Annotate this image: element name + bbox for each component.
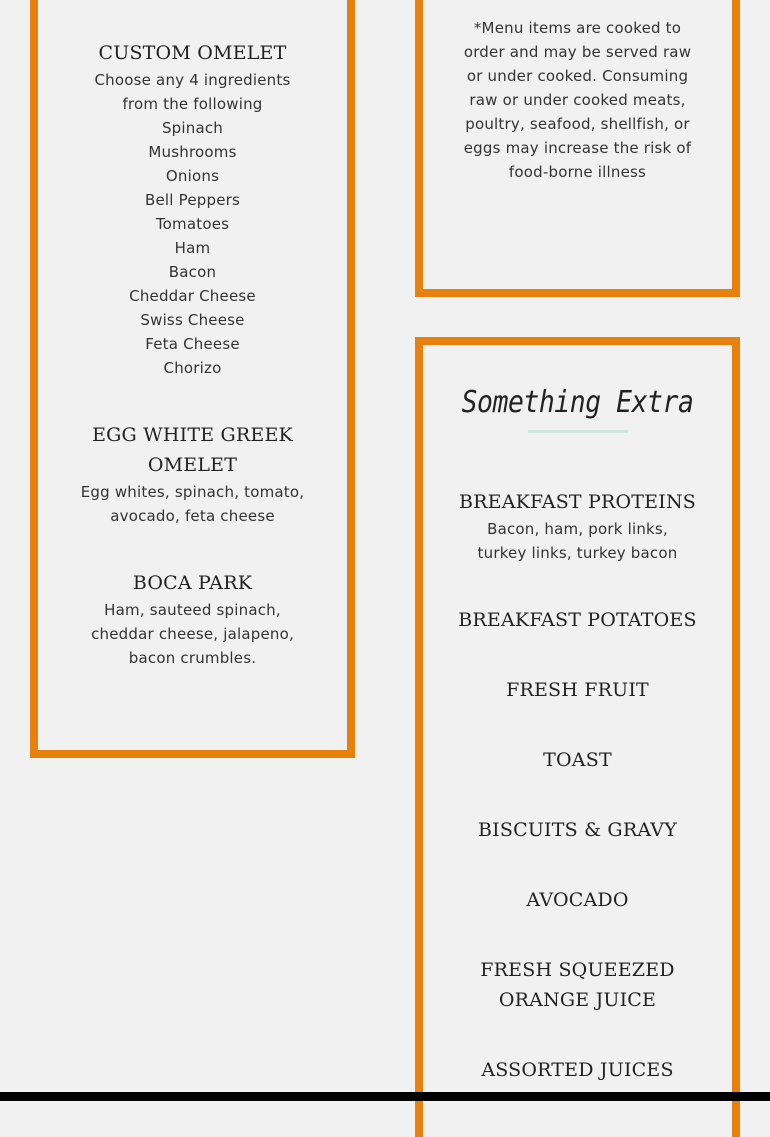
boca-park-desc: Ham, sauteed spinach, cheddar cheese, jalapeno, bacon crumbles.: [91, 601, 294, 667]
ingredient-item: Spinach: [161, 119, 224, 137]
ingredient-item: Tomatoes: [155, 215, 230, 233]
boca-park-title: BOCA PARK: [132, 572, 253, 594]
toast-title: TOAST: [543, 749, 612, 771]
orange-juice-title: FRESH SQUEEZED ORANGE JUICE: [480, 959, 675, 1011]
bottom-bar: [0, 1092, 770, 1101]
something-extra-panel: [415, 337, 740, 1137]
breakfast-proteins-desc: Bacon, ham, pork links, turkey links, turkey bacon: [477, 520, 678, 562]
extra-item: [423, 675, 732, 705]
extra-item: [423, 605, 732, 635]
ingredient-item: Bacon: [168, 263, 217, 281]
egg-white-omelet-desc: Egg whites, spinach, tomato, avocado, feta cheese: [80, 483, 305, 525]
something-extra-header: [423, 385, 732, 433]
breakfast-proteins-title: BREAKFAST PROTEINS: [459, 491, 696, 513]
ingredient-item: Cheddar Cheese: [129, 287, 256, 305]
ingredient-item: Chorizo: [163, 359, 222, 377]
egg-white-omelet-title: EGG WHITE GREEK OMELET: [92, 424, 293, 476]
boca-park-section: [38, 568, 347, 670]
heading-divider: [528, 430, 628, 433]
food-safety-notice: [423, 16, 732, 184]
biscuits-gravy-title: BISCUITS & GRAVY: [478, 819, 677, 841]
ingredient-list: [38, 116, 347, 380]
something-extra-heading: Something Extra: [461, 385, 694, 420]
assorted-juices-title: ASSORTED JUICES: [481, 1059, 674, 1081]
ingredient-item: Swiss Cheese: [140, 311, 245, 329]
ingredient-item: Mushrooms: [148, 143, 237, 161]
extra-item: [423, 1055, 732, 1085]
extra-item: [423, 745, 732, 775]
ingredient-item: Onions: [165, 167, 220, 185]
ingredient-item: Feta Cheese: [145, 335, 240, 353]
extra-item: [423, 955, 732, 1015]
notice-text: *Menu items are cooked to order and may be served raw or under cooked. Consuming raw or under cooked meats, poultry, seafood, shellfish, or eggs may increase the risk of food-borne illness: [463, 19, 692, 181]
ingredient-item: Bell Peppers: [144, 191, 240, 209]
custom-omelet-intro: Choose any 4 ingredients from the following: [94, 71, 291, 113]
ingredient-item: Ham: [174, 239, 211, 257]
egg-white-omelet-section: [38, 420, 347, 528]
avocado-title: AVOCADO: [526, 889, 629, 911]
breakfast-proteins-section: [423, 487, 732, 565]
extra-item: [423, 885, 732, 915]
custom-omelet-title: CUSTOM OMELET: [98, 42, 287, 64]
breakfast-potatoes-title: BREAKFAST POTATOES: [458, 609, 697, 631]
custom-omelet-section: [38, 38, 347, 380]
extra-item: [423, 815, 732, 845]
notice-panel: [415, 0, 740, 297]
fresh-fruit-title: FRESH FRUIT: [506, 679, 649, 701]
omelets-panel: [30, 0, 355, 758]
